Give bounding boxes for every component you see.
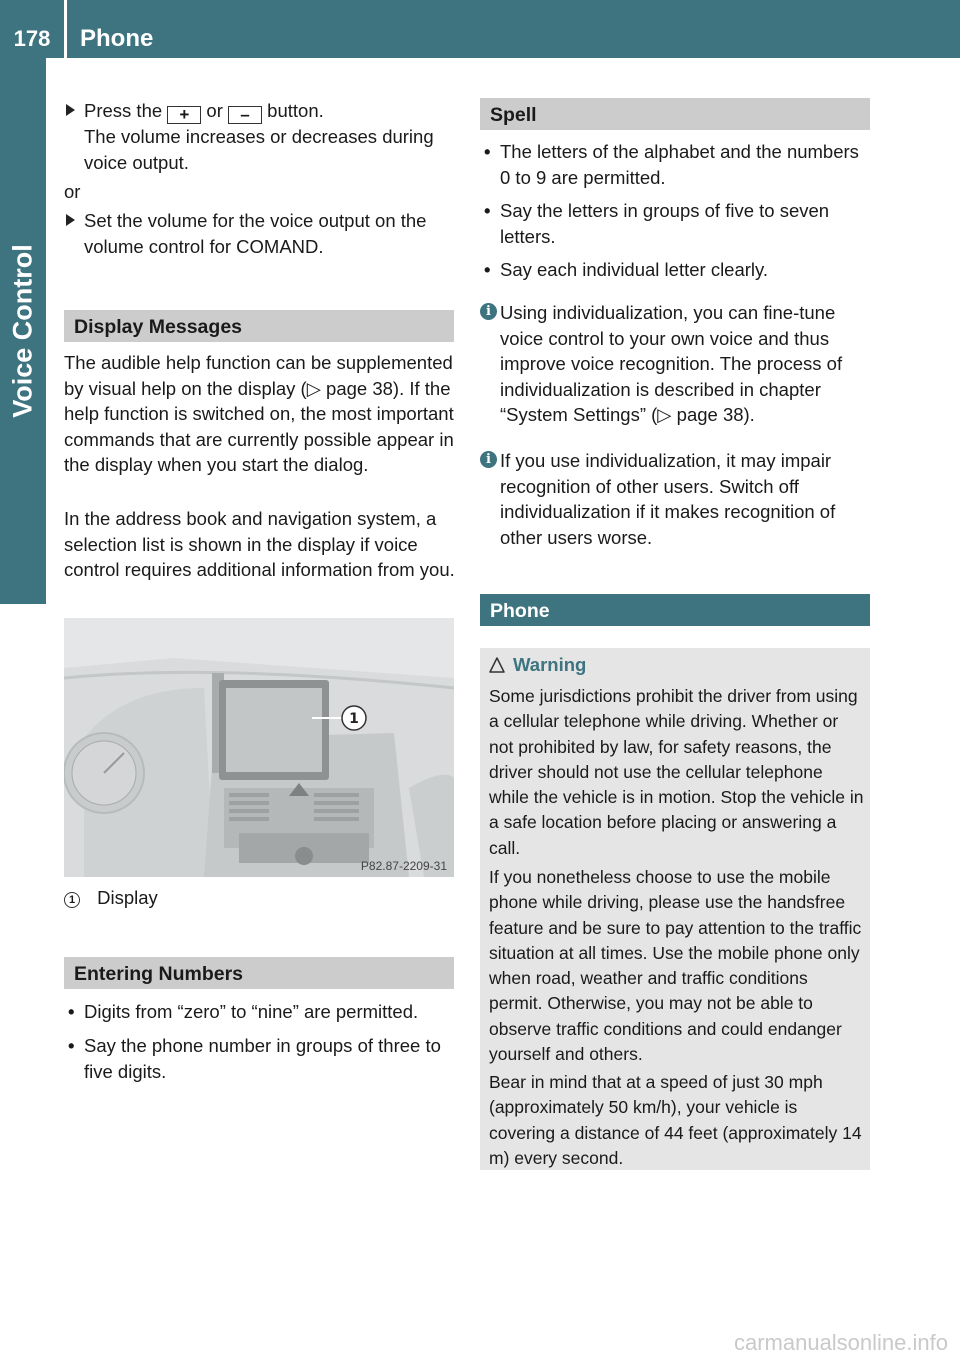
numbers-bullet-2: • Say the phone number in groups of three to five digits. (68, 1035, 441, 1082)
info-icon: i (480, 303, 497, 320)
chapter-title: Phone (80, 25, 154, 52)
dashboard-illustration (64, 618, 454, 877)
header-divider (64, 0, 67, 58)
step-result: The volume increases or decreases during voice output. (84, 126, 434, 173)
spell-bullet-2: • Say the letters in groups of five to seven letters. (484, 200, 830, 247)
side-tab-label: Voice Control (7, 244, 38, 418)
section-heading-display-messages: Display Messages (64, 310, 454, 342)
warning-title: Warning (489, 654, 586, 676)
plus-key-icon: + (167, 106, 201, 124)
info-note-individualization: i Using individualization, you can fine-tune voice control to your own voice and thus improve voice recognition. The process of individualization is described in chapter “System Settings” (▷ page 38). (480, 300, 872, 428)
info-icon: i (480, 451, 497, 468)
section-heading-entering-numbers: Entering Numbers (64, 957, 454, 989)
warning-box (480, 648, 870, 1170)
spell-bullet-1: • The letters of the alphabet and the numbers 0 to 9 are permitted. (484, 141, 859, 188)
warning-paragraph-3: Bear in mind that at a speed of just 30 mph (approximately 50 km/h), your vehicle is covering a distance of 44 feet (approximately 14 m) every second. (489, 1072, 862, 1168)
step-press-button: Press the + or – button. The volume increases or decreases during voice output. (64, 98, 454, 175)
figure-caption: 1 Display (64, 887, 158, 909)
page-header (0, 0, 960, 58)
numbers-bullet-1: • Digits from “zero” to “nine” are permitted. (68, 1001, 419, 1022)
step-arrow-icon (66, 214, 75, 226)
footer-watermark: carmanualsonline.info (733, 1330, 948, 1355)
or-text: or (64, 181, 81, 202)
warning-paragraph-2: If you nonetheless choose to use the mobile phone while driving, please use the handsfree feature and be sure to pay attention to the traffic situation at all times. Use the mobile phone only when road, weather and traffic conditions permit. Otherwise, you may not be able to observe traffic conditions and could endanger yourself and others. (489, 867, 862, 1065)
figure-code: P82.87-2209-31 (360, 859, 447, 873)
side-tab (0, 58, 46, 604)
dashboard-figure (64, 618, 454, 877)
display-paragraph-1: The audible help function can be supplemented by visual help on the display (▷ page 38). If the help function is switched on, the most important commands that are currently possible appear in the display when you start the dialog. (64, 352, 454, 475)
warning-triangle-icon (489, 657, 505, 673)
step-set-volume: Set the volume for the voice output on the volume control for COMAND. (64, 208, 454, 259)
page-number: 178 (13, 26, 51, 51)
step-arrow-icon (66, 104, 75, 116)
callout-1-icon: 1 (64, 892, 80, 908)
display-paragraph-2: In the address book and navigation system, a selection list is shown in the display if voice control requires additional information from you. (64, 508, 455, 580)
info-note-other-users: i If you use individualization, it may impair recognition of other users. Switch off individualization if it makes recognition of other users worse. (480, 448, 872, 550)
spell-bullet-3: • Say each individual letter clearly. (484, 259, 769, 280)
warning-paragraph-1: Some jurisdictions prohibit the driver from using a cellular telephone while driving. Whether or not prohibited by law, for safety reasons, the driver should not use the cellular telephone while the vehicle is in motion. Stop the vehicle in a safe location before placing or answering a call. (489, 686, 864, 858)
section-heading-spell: Spell (480, 98, 870, 130)
section-heading-phone: Phone (480, 594, 870, 626)
minus-key-icon: – (228, 106, 262, 124)
figure-callout-1: 1 (349, 711, 359, 727)
